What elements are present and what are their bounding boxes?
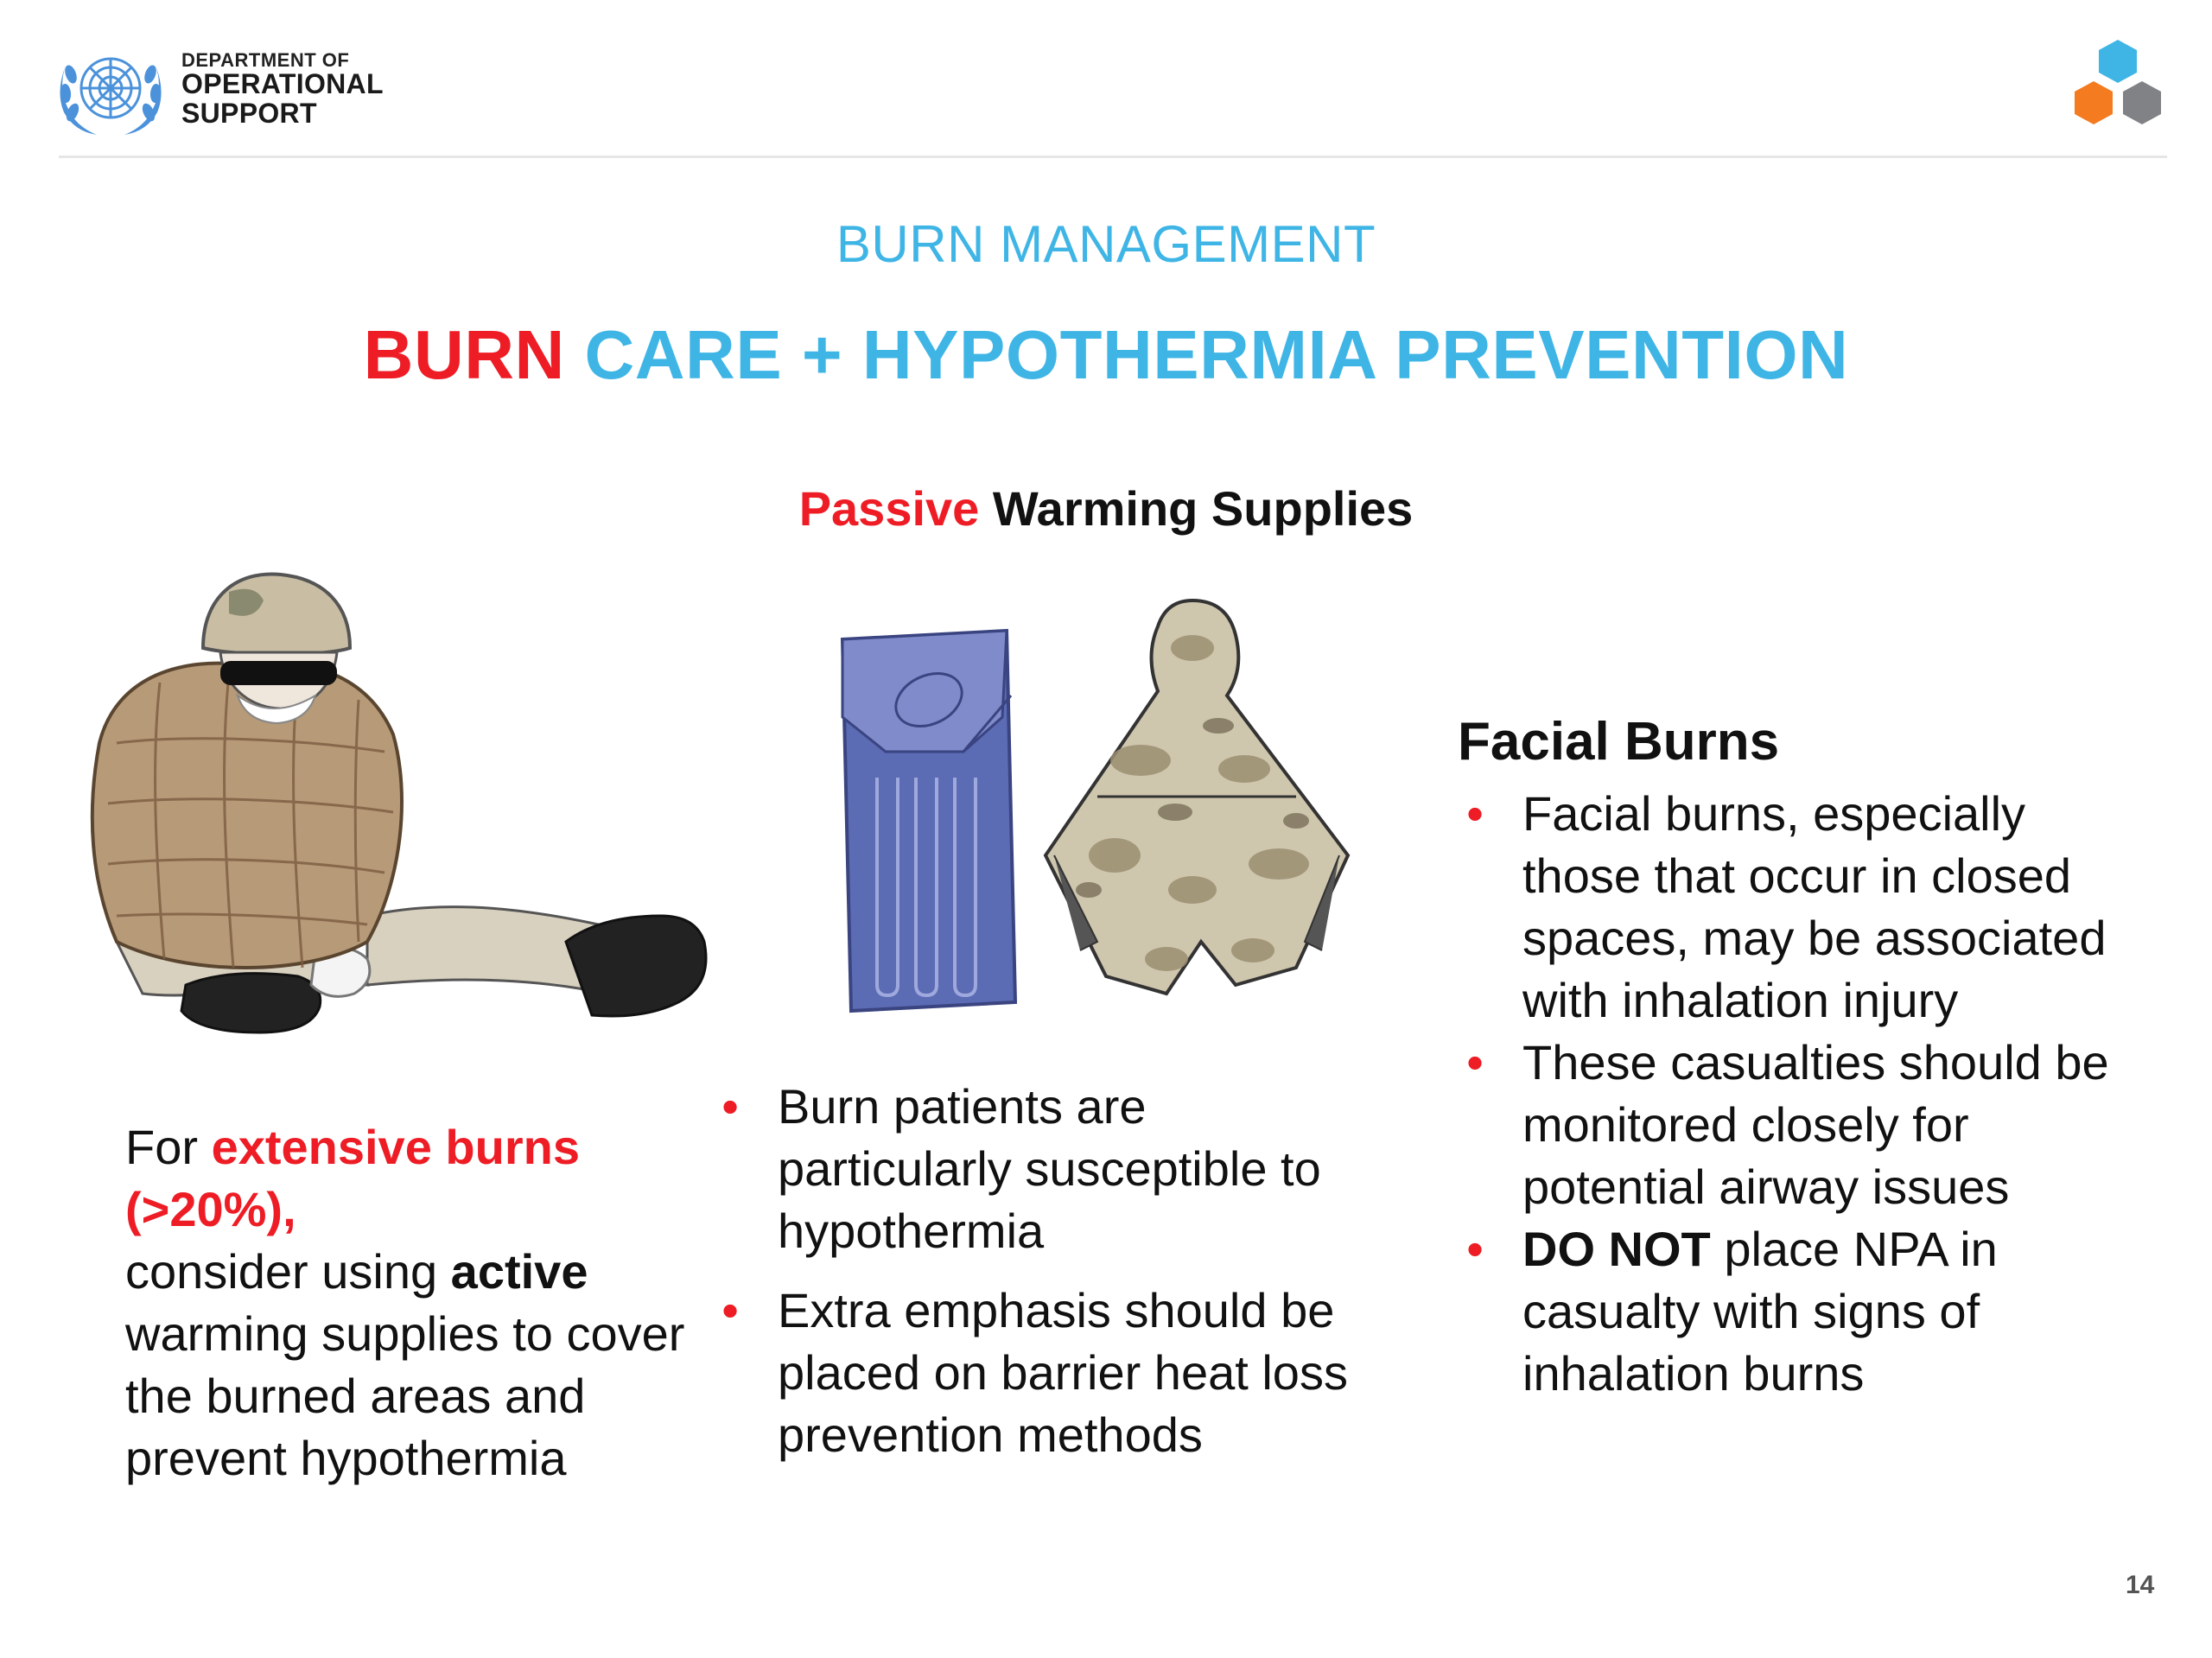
sleeping-bag-illustration: [834, 622, 1024, 1020]
bullet-text: Extra emphasis should be placed on barrier heat loss prevention methods: [778, 1283, 1348, 1462]
facial-burns-bullets: [1458, 783, 2132, 1405]
bullet-icon: •: [1466, 1222, 1484, 1276]
page-title: [0, 315, 2212, 395]
list-item: [1458, 1218, 2132, 1405]
dept-label-small: DEPARTMENT OF: [181, 49, 350, 71]
hexagon-logo-icon: [2063, 35, 2172, 143]
soldier-illustration: [82, 570, 721, 1067]
bullet-text: These casualties should be monitored closely for potential airway issues: [1522, 1035, 2109, 1214]
note-text-after: warming supplies to cover the burned areas and prevent hypothermia: [125, 1306, 685, 1485]
list-item: [1458, 1032, 2132, 1218]
page-number: 14: [2126, 1571, 2155, 1599]
note-bold-word: active: [450, 1244, 588, 1299]
bullet-bold-text: DO NOT: [1522, 1222, 1711, 1276]
bullet-text: place NPA in casualty with signs of inhalation burns: [1522, 1222, 1998, 1401]
note-red-line1: extensive burns: [211, 1120, 580, 1174]
header-divider: [59, 156, 2167, 158]
un-emblem-icon: [54, 40, 168, 142]
bullet-text: Burn patients are particularly susceptible to hypothermia: [778, 1079, 1321, 1258]
title-blue-part: CARE + HYPOTHERMIA PREVENTION: [584, 316, 1849, 393]
subtitle-red: Passive: [798, 481, 980, 536]
list-item: [1458, 783, 2132, 1032]
department-wordmark: [181, 50, 384, 128]
note-red-line2: (>20%),: [125, 1182, 296, 1236]
bullet-icon: •: [721, 1079, 739, 1134]
note-prefix: For: [125, 1120, 198, 1174]
bullet-text: Facial burns, especially those that occur in closed spaces, may be associated with inhalation injury: [1522, 786, 2107, 1027]
subtitle-black: Warming Supplies: [992, 481, 1414, 536]
bullet-icon: •: [1466, 1035, 1484, 1089]
dept-label-line1: OPERATIONAL: [181, 68, 384, 100]
section-title: BURN MANAGEMENT: [836, 215, 1376, 273]
hypothermia-bullets: [713, 1076, 1370, 1466]
note-text-before-bold: consider using: [125, 1244, 438, 1299]
list-item: [713, 1076, 1370, 1262]
bullet-icon: •: [721, 1283, 739, 1337]
poncho-illustration: [1037, 596, 1357, 1002]
title-red-part: BURN: [363, 316, 565, 393]
bullet-icon: •: [1466, 786, 1484, 841]
list-item: [713, 1280, 1370, 1466]
dept-label-line2: SUPPORT: [181, 97, 317, 129]
supplies-heading: [0, 480, 2212, 537]
facial-burns-heading: Facial Burns: [1458, 712, 1780, 772]
extensive-burns-note: [125, 1116, 687, 1490]
